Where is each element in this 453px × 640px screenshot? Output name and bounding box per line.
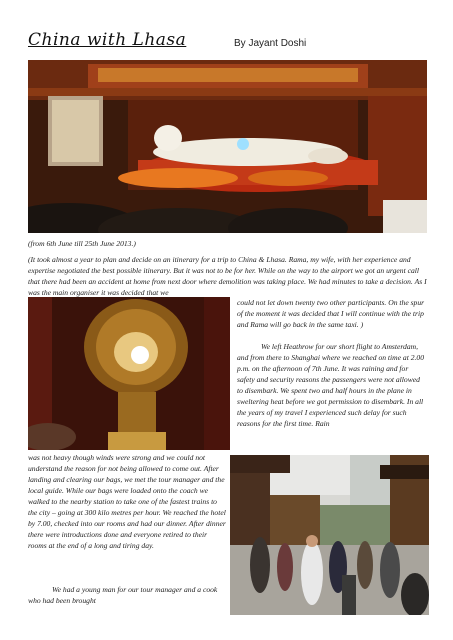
street-crowd-photo — [230, 455, 429, 615]
trip-dates: (from 6th June till 25th June 2013.) — [28, 239, 136, 248]
reclining-buddha-photo — [28, 60, 427, 233]
author-byline: By Jayant Doshi — [234, 38, 307, 49]
article-title: China with Lhasa — [28, 30, 187, 50]
intro-continued: could not let down twenty two other participants. On the spur of the moment it was decided that I will continue with the trip and Rama will go back in the same taxi. ) — [237, 298, 425, 329]
intro-paragraph: (It took almost a year to plan and decide on an itinerary for a trip to China & Lhasa. Rama, my wife, with her experience and expertise negotiated the best possible itinerary. But it was not to be for her. While on the way to the airport we got an urgent call that there had been an accident at home from next door where demolition was taking place. We had minutes to take a decision. As I was the main organiser it was decided that we — [28, 255, 427, 297]
paragraph-arrival: We left Heathrow for our short flight to Amsterdam, and from there to Shanghai where we reached on time at 2.00 p.m. on the afternoon of 7th June. It was raining and for safety and security reasons the passengers were not allowed to disembark. We spent two and half hours in the plane in sweltering heat before we got permission to disembark. In all the years of my travel I experienced such delay for such reasons for the first time. Rain — [237, 342, 425, 428]
paragraph-arrival-continued: was not heavy though winds were strong and we could not understand the reason for not being allowed to come out. After landing and clearing our bags, we met the tour manager and the local guide. While our bags were loaded onto the coach we walked to the nearby station to take one of the fastest trains to the city – going at 300 kilo metres per hour. We reached the hotel by 7.00, checked into our rooms and had our dinner. After dinner there were introductions done and everyone retired to their rooms at the end of a long and tiring day. — [28, 453, 226, 550]
golden-shrine-photo — [28, 297, 230, 450]
paragraph-tour-manager: We had a young man for our tour manager and a cook who had been brought — [28, 585, 218, 605]
